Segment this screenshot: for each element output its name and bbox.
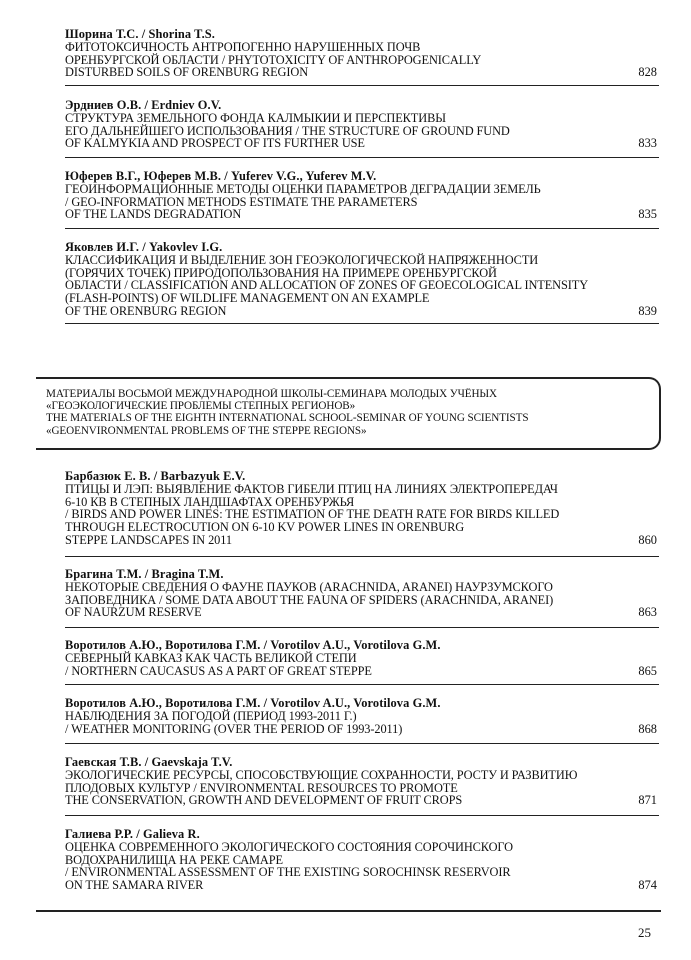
entry-title-line: / GEO-INFORMATION METHODS ESTIMATE THE PARAMETERS (65, 194, 418, 209)
entry-authors: Барбазюк Е. В. / Barbazyuk E.V. (65, 469, 246, 483)
toc-entry (65, 170, 657, 221)
entry-title-line: ОРЕНБУРГСКОЙ ОБЛАСТИ / PHYTOTOXICITY OF ANTHROPOGENICALLY (65, 52, 482, 67)
page-number: 25 (638, 925, 651, 940)
entry-divider (65, 684, 659, 685)
entry-divider (65, 815, 659, 816)
toc-entry (65, 568, 657, 619)
entry-title-line: ON THE SAMARA RIVER (65, 878, 204, 893)
entry-title-line: STEPPE LANDSCAPES IN 2011 (65, 532, 232, 547)
toc-entry (65, 756, 657, 807)
entry-authors: Брагина Т.М. / Bragina T.M. (65, 567, 224, 581)
entry-title-line: ГЕОИНФОРМАЦИОННЫЕ МЕТОДЫ ОЦЕНКИ ПАРАМЕТРОВ ДЕГРАДАЦИИ ЗЕМЕЛЬ (65, 181, 541, 196)
entry-page-number: 863 (638, 605, 657, 620)
toc-entry (65, 470, 657, 547)
entry-authors: Галиева Р.Р. / Galieva R. (65, 827, 200, 841)
entry-page-number: 860 (638, 532, 657, 547)
entry-divider (65, 85, 659, 86)
entry-title-line: ПЛОДОВЫХ КУЛЬТУР / ENVIRONMENTAL RESOURCES TO PROMOTE (65, 780, 458, 795)
entry-title-line: / ENVIRONMENTAL ASSESSMENT OF THE EXISTING SOROCHINSK RESERVOIR (65, 865, 511, 880)
toc-entry (65, 639, 657, 677)
entry-divider (65, 323, 659, 324)
footer-rule (36, 910, 661, 912)
entry-title-line: (ГОРЯЧИХ ТОЧЕК) ПРИРОДОПОЛЬЗОВАНИЯ НА ПРИМЕРЕ ОРЕНБУРГСКОЙ (65, 265, 497, 280)
entry-title-line: СТРУКТУРА ЗЕМЕЛЬНОГО ФОНДА КАЛМЫКИИ И ПЕРСПЕКТИВЫ (65, 110, 446, 125)
entry-title-line: OF THE LANDS DEGRADATION (65, 207, 242, 222)
entry-authors: Гаевская Т.В. / Gaevskaja T.V. (65, 755, 233, 769)
entry-divider (65, 627, 659, 628)
entry-authors: Воротилов А.Ю., Воротилова Г.М. / Vorotilov A.U., Vorotilova G.M. (65, 696, 441, 710)
section-banner-line: THE MATERIALS OF THE EIGHTH INTERNATIONAL SCHOOL-SEMINAR OF YOUNG SCIENTISTS (46, 412, 529, 425)
entry-divider (65, 228, 659, 229)
entry-title-line: ОБЛАСТИ / CLASSIFICATION AND ALLOCATION OF ZONES OF GEOECOLOGICAL INTENSITY (65, 278, 589, 293)
entry-authors: Яковлев И.Г. / Yakovlev I.G. (65, 240, 223, 254)
entry-title-line: OF KALMYKIA AND PROSPECT OF ITS FURTHER USE (65, 136, 365, 151)
entry-title-line: / NORTHERN CAUCASUS AS A PART OF GREAT STEPPE (65, 663, 372, 678)
entry-title-line: THE CONSERVATION, GROWTH AND DEVELOPMENT OF FRUIT CROPS (65, 793, 463, 808)
section-banner-line: МАТЕРИАЛЫ ВОСЬМОЙ МЕЖДУНАРОДНОЙ ШКОЛЫ-СЕМИНАРА МОЛОДЫХ УЧЁНЫХ (46, 388, 497, 400)
entry-title-line: ЕГО ДАЛЬНЕЙШЕГО ИСПОЛЬЗОВАНИЯ / THE STRUCTURE OF GROUND FUND (65, 123, 510, 138)
entry-title-line: НАБЛЮДЕНИЯ ЗА ПОГОДОЙ (ПЕРИОД 1993-2011 Г.) (65, 708, 357, 723)
entry-title-line: OF THE ORENBURG REGION (65, 303, 227, 318)
entry-title-line: (FLASH-POINTS) OF WILDLIFE MANAGEMENT ON AN EXAMPLE (65, 291, 430, 306)
entry-title-line: ВОДОХРАНИЛИЩА НА РЕКЕ САМАРЕ (65, 852, 283, 867)
toc-entry (65, 697, 657, 735)
entry-title-line: ЗАПОВЕДНИКА / SOME DATA ABOUT THE FAUNA OF SPIDERS (ARACHNIDA, ARANEI) (65, 592, 554, 607)
entry-title-line: DISTURBED SOILS OF ORENBURG REGION (65, 65, 309, 80)
toc-entry (65, 28, 657, 79)
entry-authors: Шорина Т.С. / Shorina T.S. (65, 27, 215, 41)
entry-page-number: 839 (638, 303, 657, 318)
entry-page-number: 828 (638, 65, 657, 80)
entry-title-line: ОЦЕНКА СОВРЕМЕННОГО ЭКОЛОГИЧЕСКОГО СОСТОЯНИЯ СОРОЧИНСКОГО (65, 839, 513, 854)
entry-page-number: 868 (638, 721, 657, 736)
section-banner-line: «GEOENVIRONMENTAL PROBLEMS OF THE STEPPE REGIONS» (46, 424, 367, 437)
entry-divider (65, 157, 659, 158)
entry-title-line: СЕВЕРНЫЙ КАВКАЗ КАК ЧАСТЬ ВЕЛИКОЙ СТЕПИ (65, 650, 357, 665)
toc-entry (65, 99, 657, 150)
entry-title-line: НЕКОТОРЫЕ СВЕДЕНИЯ О ФАУНЕ ПАУКОВ (ARACHNIDA, ARANEI) НАУРЗУМСКОГО (65, 579, 553, 594)
entry-page-number: 871 (638, 793, 657, 808)
entry-title-line: 6-10 КВ В СТЕПНЫХ ЛАНДШАФТАХ ОРЕНБУРЖЬЯ (65, 494, 355, 509)
entry-divider (65, 743, 659, 744)
entry-title-line: КЛАССИФИКАЦИЯ И ВЫДЕЛЕНИЕ ЗОН ГЕОЭКОЛОГИЧЕСКОЙ НАПРЯЖЕННОСТИ (65, 252, 539, 267)
entry-title-line: THROUGH ELECTROCUTION ON 6-10 KV POWER LINES IN ORENBURG (65, 520, 465, 535)
entry-authors: Юферев В.Г., Юферев М.В. / Yuferev V.G., Yuferev M.V. (65, 169, 377, 183)
entry-page-number: 833 (638, 136, 657, 151)
entry-title-line: OF NAURZUM RESERVE (65, 605, 202, 620)
section-banner-line: «ГЕОЭКОЛОГИЧЕСКИЕ ПРОБЛЕМЫ СТЕПНЫХ РЕГИОНОВ» (46, 400, 356, 413)
entry-title-line: ЭКОЛОГИЧЕСКИЕ РЕСУРСЫ, СПОСОБСТВУЮЩИЕ СОХРАННОСТИ, РОСТУ И РАЗВИТИЮ (65, 767, 578, 782)
entry-title-line: / BIRDS AND POWER LINES: THE ESTIMATION OF THE DEATH RATE FOR BIRDS KILLED (65, 507, 560, 522)
entry-divider (65, 556, 659, 557)
entry-authors: Воротилов А.Ю., Воротилова Г.М. / Vorotilov A.U., Vorotilova G.M. (65, 638, 441, 652)
entry-authors: Эрдниев О.В. / Erdniev O.V. (65, 98, 222, 112)
entry-title-line: / WEATHER MONITORING (OVER THE PERIOD OF 1993-2011) (65, 721, 403, 736)
section-banner (46, 388, 646, 437)
toc-entry (65, 828, 657, 892)
toc-entry (65, 241, 657, 318)
entry-title-line: ФИТОТОКСИЧНОСТЬ АНТРОПОГЕННО НАРУШЕННЫХ ПОЧВ (65, 39, 421, 54)
entry-title-line: ПТИЦЫ И ЛЭП: ВЫЯВЛЕНИЕ ФАКТОВ ГИБЕЛИ ПТИЦ НА ЛИНИЯХ ЭЛЕКТРОПЕРЕДАЧ (65, 481, 558, 496)
entry-page-number: 835 (638, 207, 657, 222)
entry-page-number: 865 (638, 663, 657, 678)
entry-page-number: 874 (638, 878, 657, 893)
